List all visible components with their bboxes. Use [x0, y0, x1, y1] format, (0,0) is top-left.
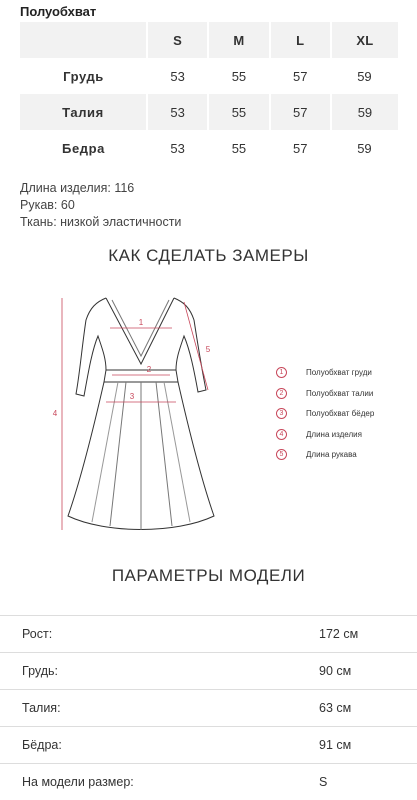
legend-number-badge: 3 — [276, 408, 287, 419]
size-row-waist — [20, 94, 398, 130]
size-cell: 53 — [147, 94, 208, 130]
product-sleeve: Рукав: 60 — [20, 198, 75, 212]
model-value: 63 см — [295, 690, 417, 727]
row-label-hips: Бедра — [62, 140, 105, 156]
size-table-title: Полуобхват — [20, 4, 97, 19]
legend-label: Длина рукава — [306, 450, 357, 459]
dress-diagram — [46, 286, 226, 544]
size-header-m: M — [208, 22, 269, 58]
size-cell: 59 — [357, 140, 372, 156]
model-key: Бёдра: — [0, 727, 295, 764]
size-row-hips — [20, 130, 398, 166]
howto-heading: КАК СДЕЛАТЬ ЗАМЕРЫ — [108, 246, 309, 265]
model-row-height — [0, 616, 417, 653]
model-row-waist — [0, 690, 417, 727]
size-cell: 59 — [357, 68, 372, 84]
model-params-table — [0, 615, 417, 800]
model-row-hips — [0, 727, 417, 764]
size-header-l: L — [270, 22, 331, 58]
row-label-chest: Грудь — [63, 68, 104, 84]
size-header-s: S — [147, 22, 208, 58]
size-cell: 55 — [231, 68, 247, 84]
size-cell: 53 — [170, 140, 185, 156]
legend-number-badge: 1 — [276, 367, 287, 378]
product-length: Длина изделия: 116 — [20, 181, 135, 195]
size-cell: 57 — [293, 140, 308, 156]
row-label-waist: Талия — [20, 94, 147, 130]
measure-numbers — [53, 318, 211, 418]
size-table-header-row — [20, 22, 398, 58]
model-value: 91 см — [295, 727, 417, 764]
size-table — [20, 22, 398, 166]
legend-label: Полуобхват бёдер — [306, 409, 375, 418]
legend-number-badge: 5 — [276, 449, 287, 460]
size-cell: 55 — [231, 140, 247, 156]
legend-number-badge: 2 — [276, 388, 287, 399]
model-value: 90 см — [295, 653, 417, 690]
measure-num-4: 4 — [52, 409, 58, 418]
product-fabric: Ткань: низкой эластичности — [20, 215, 182, 229]
model-heading: ПАРАМЕТРЫ МОДЕЛИ — [111, 566, 306, 585]
size-cell: 55 — [208, 94, 269, 130]
measure-num-1: 1 — [138, 318, 144, 327]
product-info — [20, 180, 181, 231]
size-table-corner — [20, 22, 147, 58]
legend-label: Полуобхват талии — [306, 389, 374, 398]
model-key: Талия: — [0, 690, 295, 727]
size-header-xl: XL — [331, 22, 398, 58]
size-cell: 57 — [293, 68, 308, 84]
legend-label: Полуобхват груди — [306, 368, 372, 377]
measure-num-5: 5 — [205, 345, 211, 354]
model-row-size — [0, 764, 417, 800]
measure-num-2: 2 — [146, 365, 152, 374]
legend-number-badge: 4 — [276, 429, 287, 440]
legend-label: Длина изделия — [306, 430, 362, 439]
model-value: S — [295, 764, 417, 800]
size-row-chest — [20, 58, 398, 94]
model-key: Грудь: — [0, 653, 295, 690]
model-key: Рост: — [0, 616, 295, 653]
model-row-chest — [0, 653, 417, 690]
size-cell: 59 — [331, 94, 398, 130]
measure-num-3: 3 — [129, 392, 135, 401]
model-value: 172 см — [295, 616, 417, 653]
size-cell: 53 — [170, 68, 185, 84]
size-cell: 57 — [270, 94, 331, 130]
model-key: На модели размер: — [0, 764, 295, 800]
